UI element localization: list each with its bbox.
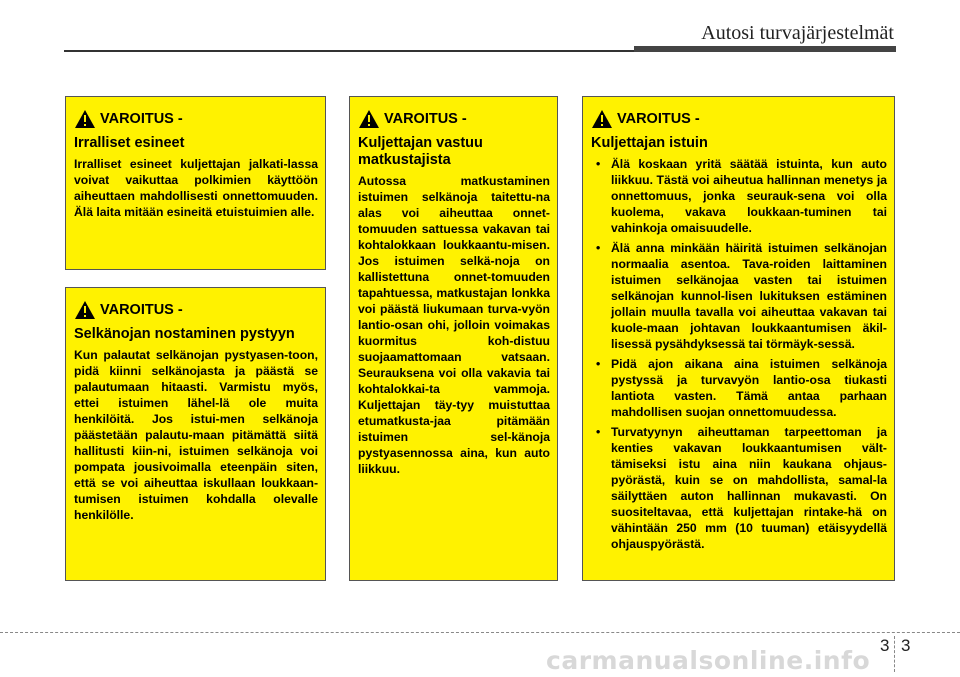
warning-subtitle: Kuljettajan vastuu matkustajista (358, 135, 483, 168)
warning-box-seatback-raise (65, 287, 326, 581)
warning-body (358, 173, 550, 477)
warning-text: Autossa matkustaminen istuimen selkänoja taitettu-na alas voi aiheuttaa onnet-tomuuden sattuessa vakavan tai kohtalokkaan loukkaantu-misen. Jos istuimen selkä-noja on kallistettuna onnet-tomuuden tapahtuessa, matkustajan lonkka voi päästä liukumaan turva-vyön lantio-osan ohi, jolloin voimakas kuormitus koh-distuu suojaamattomaan vatsaan. Seurauksena voi olla vakavia tai kohtalokkai-ta vammoja. Kuljettajan täy-tyy muistuttaa etumatkusta-jaa pitämään istuimen sel-känoja pystyasennossa aina, kun auto liikkuu. (358, 174, 550, 476)
warning-label: VAROITUS - (100, 110, 183, 127)
warning-text: Irralliset esineet kuljettajan jalkati-lassa voivat vaikuttaa polkimien käyttöön aiheuttaen mahdollisesti onnettomuuden. Älä laita mitään esineitä etuistuimien alle. (74, 157, 318, 219)
list-item: • Pidä ajon aikana aina istuimen selkänoja pystyssä ja turvavyön lantio-osa tiukasti lantiota vasten. Tämä antaa parhaan mahdollisen suojan onnettomuudessa. (591, 356, 887, 420)
watermark: carmanualsonline.info (546, 646, 871, 675)
warning-text: Kun palautat selkänojan pystyasen-toon, pidä kiinni selkänojasta ja päästä se palautumaan hitaasti. Varmistu myös, ettei istuimen lähel-lä ole muita henkilöitä. Jos istui-men selkänoja päästetään palautu-maan pitämättä siitä hallitusti kiin-ni, istuimen selkänoja voi pompata jousivoimalla eteenpäin siten, että se voi aiheuttaa iskullaan loukkaan-tumisen istuimen kohdalla olevalle henkilölle. (74, 348, 318, 522)
page-number-separator (894, 636, 895, 672)
header-rule-thin (64, 50, 634, 52)
chapter-number: 3 (880, 636, 890, 655)
warning-triangle-icon (74, 300, 96, 320)
warning-heading (74, 109, 318, 129)
warning-bullet-list (591, 156, 887, 552)
warning-box-loose-objects (65, 96, 326, 270)
warning-triangle-icon (591, 109, 613, 129)
list-item: • Turvatyynyn aiheuttaman tarpeettoman ja kenties vakavan loukkaantumisen vält-tämiseksi istu aina niin kaukana ohjaus-pyörästä, kuin se on mahdollista, samal-la säilyttäen auton hallinnan mukavasti. On suositeltavaa, että kuljettajan rintake-hä on vähintään 250 mm (10 tuuman) etäisyydellä ohjauspyörästä. (591, 424, 887, 552)
warning-heading (358, 109, 550, 129)
warning-label: VAROITUS - (384, 110, 467, 127)
warning-subtitle: Selkänojan nostaminen pystyyn (74, 326, 295, 342)
warning-body (74, 347, 318, 523)
page-number: 3 (901, 636, 911, 655)
warning-subtitle: Kuljettajan istuin (591, 135, 708, 151)
warning-label: VAROITUS - (617, 110, 700, 127)
footer-dashed-rule (0, 632, 960, 633)
warning-heading (591, 109, 887, 129)
warning-subtitle: Irralliset esineet (74, 135, 185, 151)
page-header-title: Autosi turvajärjestelmät (701, 22, 894, 44)
warning-body (74, 156, 318, 220)
warning-triangle-icon (358, 109, 380, 129)
warning-heading (74, 300, 318, 320)
warning-triangle-icon (74, 109, 96, 129)
warning-box-driver-seat (582, 96, 895, 581)
header-rule-thick (634, 46, 896, 52)
warning-label: VAROITUS - (100, 301, 183, 318)
list-item: • Älä anna minkään häiritä istuimen selkänojan normaalia asentoa. Tava-roiden laittaminen istuimen selkänojaa vasten tai istuimen selkänojan kunnol-lisen lukituksen estäminen jollain muulla tavalla voi aiheuttaa vakavan tai kuole-maan johtavan loukkaantumisen äkil-lisessä pysähdyksessä tai törmäyk-sessä. (591, 240, 887, 352)
warning-box-driver-responsibility (349, 96, 558, 581)
list-item: • Älä koskaan yritä säätää istuinta, kun auto liikkuu. Tästä voi aiheutua hallinnan menetys ja onnettomuus, jonka seurauk-sena voi olla kuolema, vakava loukkaan-tuminen tai vahinkoja omaisuudelle. (591, 156, 887, 236)
